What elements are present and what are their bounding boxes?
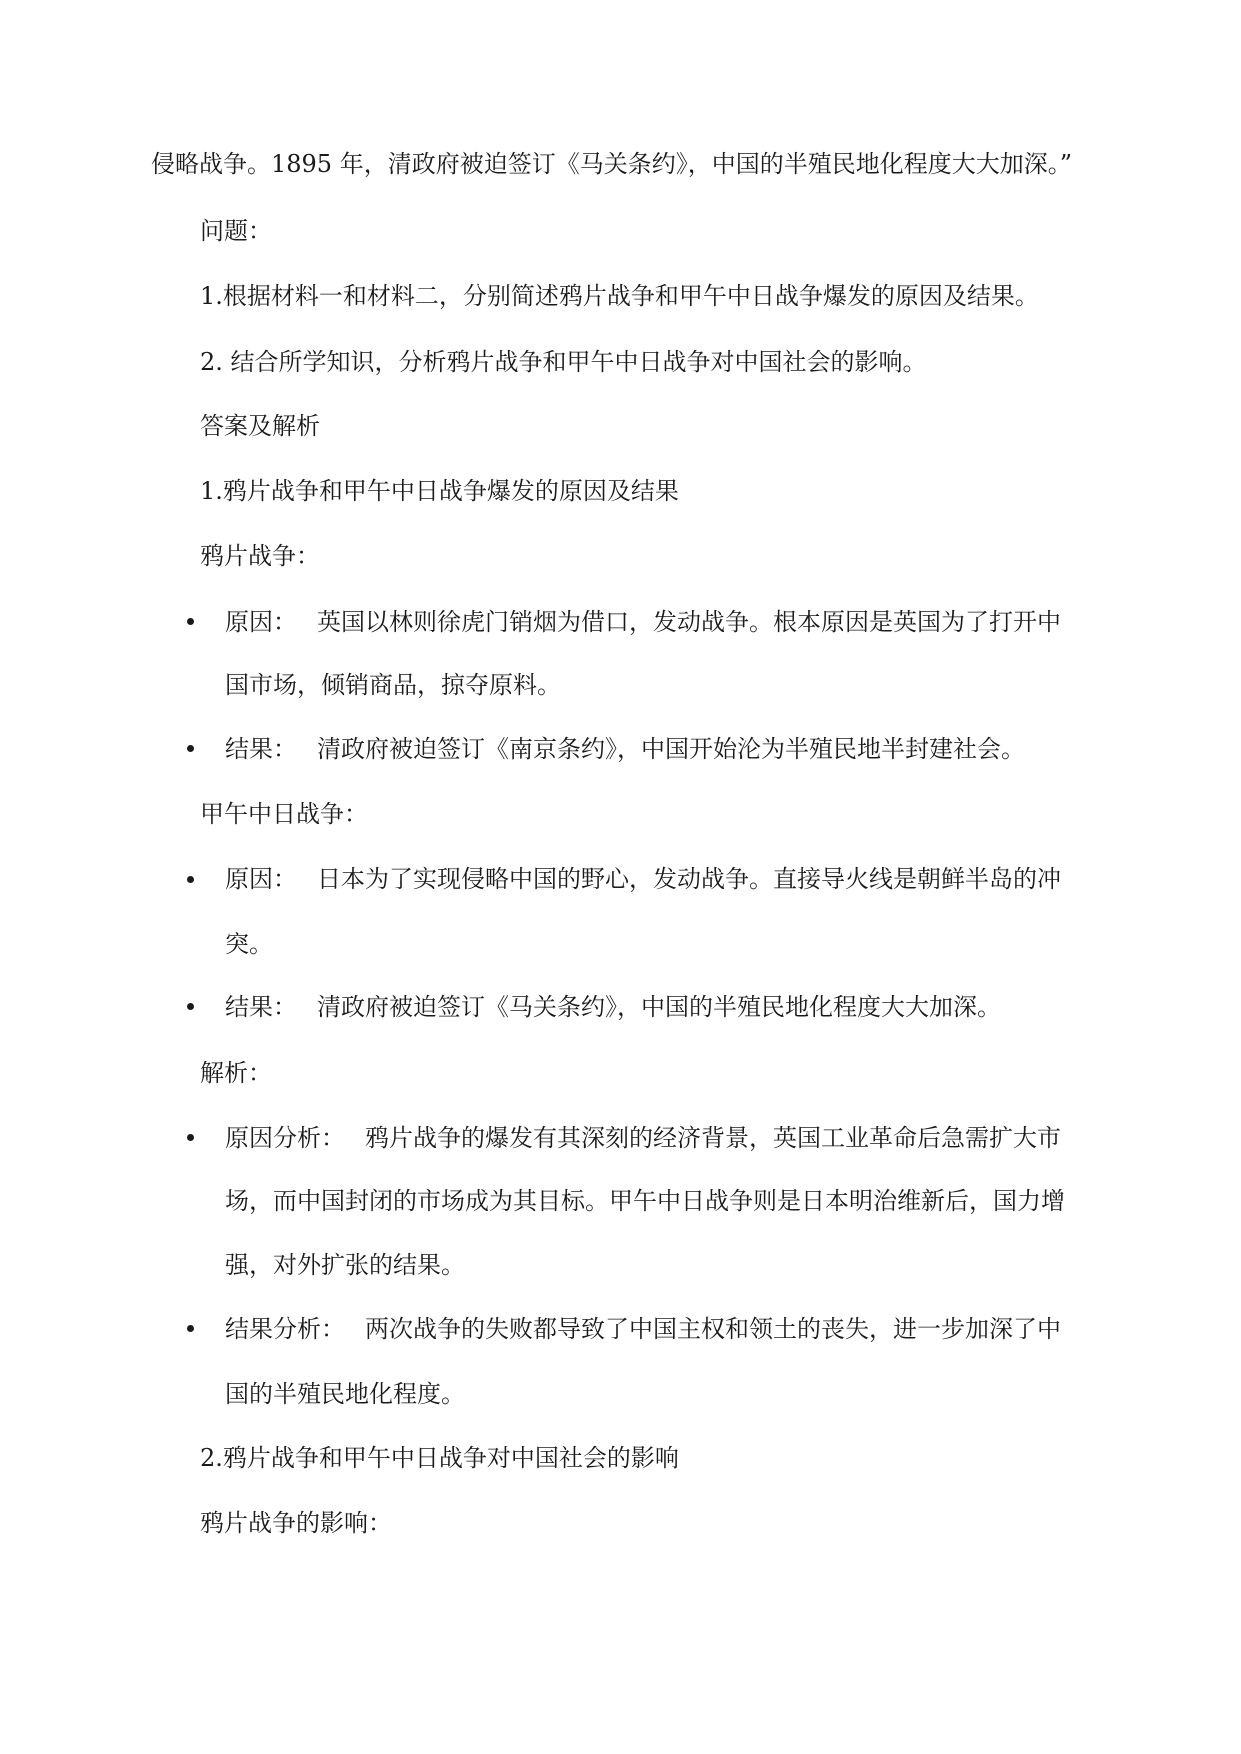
bullet-icon: [187, 618, 194, 625]
analysis-heading: 解析：: [200, 1059, 272, 1087]
bullet-icon: [187, 1003, 194, 1010]
analysis-result: [225, 1317, 1061, 1341]
bullet-icon: [187, 745, 194, 752]
cause-text: 日本为了实现侵略中国的野心，发动战争。直接导火线是朝鲜半岛的冲: [317, 865, 1061, 893]
opium-war-impact-heading: 鸦片战争的影响：: [200, 1509, 392, 1537]
cause-label: 原因：: [225, 865, 297, 893]
answer-1-heading: 1.鸦片战争和甲午中日战争爆发的原因及结果: [200, 477, 679, 505]
analysis-cause: [225, 1126, 1061, 1150]
intro-continuation: 侵略战争。1895 年，清政府被迫签订《马关条约》，中国的半殖民地化程度大大加深。”: [151, 150, 1072, 178]
result-label: 结果：: [225, 735, 297, 763]
sino-japanese-war-heading: 甲午中日战争：: [200, 800, 368, 828]
question-2: 2. 结合所学知识，分析鸦片战争和甲午中日战争对中国社会的影响。: [200, 348, 927, 376]
result-analysis-text: 两次战争的失败都导致了中国主权和领土的丧失，进一步加深了中: [365, 1315, 1061, 1343]
analysis-cause-cont-1: 场，而中国封闭的市场成为其目标。甲午中日战争则是日本明治维新后，国力增: [225, 1187, 1065, 1215]
sino-japanese-war-result: [225, 995, 1001, 1019]
bullet-icon: [187, 1134, 194, 1141]
questions-heading: 问题：: [200, 217, 272, 245]
bullet-icon: [187, 876, 194, 883]
result-label: 结果：: [225, 993, 297, 1021]
cause-label: 原因：: [225, 608, 297, 636]
answer-2-heading: 2.鸦片战争和甲午中日战争对中国社会的影响: [200, 1444, 679, 1472]
cause-analysis-text: 鸦片战争的爆发有其深刻的经济背景，英国工业革命后急需扩大市: [365, 1124, 1061, 1152]
opium-war-cause-cont: 国市场，倾销商品，掠夺原料。: [225, 671, 561, 699]
opium-war-heading: 鸦片战争：: [200, 542, 320, 570]
answers-heading: 答案及解析: [200, 412, 320, 440]
sino-japanese-war-cause: [225, 867, 1061, 891]
bullet-icon: [187, 1325, 194, 1332]
result-analysis-label: 结果分析：: [225, 1315, 345, 1343]
analysis-cause-cont-2: 强，对外扩张的结果。: [225, 1251, 465, 1279]
question-1: 1.根据材料一和材料二，分别简述鸦片战争和甲午中日战争爆发的原因及结果。: [200, 282, 1039, 310]
cause-analysis-label: 原因分析：: [225, 1124, 345, 1152]
opium-war-result: [225, 737, 1025, 761]
opium-war-cause: [225, 610, 1061, 634]
analysis-result-cont: 国的半殖民地化程度。: [225, 1380, 465, 1408]
result-text: 清政府被迫签订《马关条约》，中国的半殖民地化程度大大加深。: [317, 993, 1001, 1021]
result-text: 清政府被迫签订《南京条约》，中国开始沦为半殖民地半封建社会。: [317, 735, 1025, 763]
sino-japanese-war-cause-cont: 突。: [225, 930, 273, 958]
cause-text: 英国以林则徐虎门销烟为借口，发动战争。根本原因是英国为了打开中: [317, 608, 1061, 636]
